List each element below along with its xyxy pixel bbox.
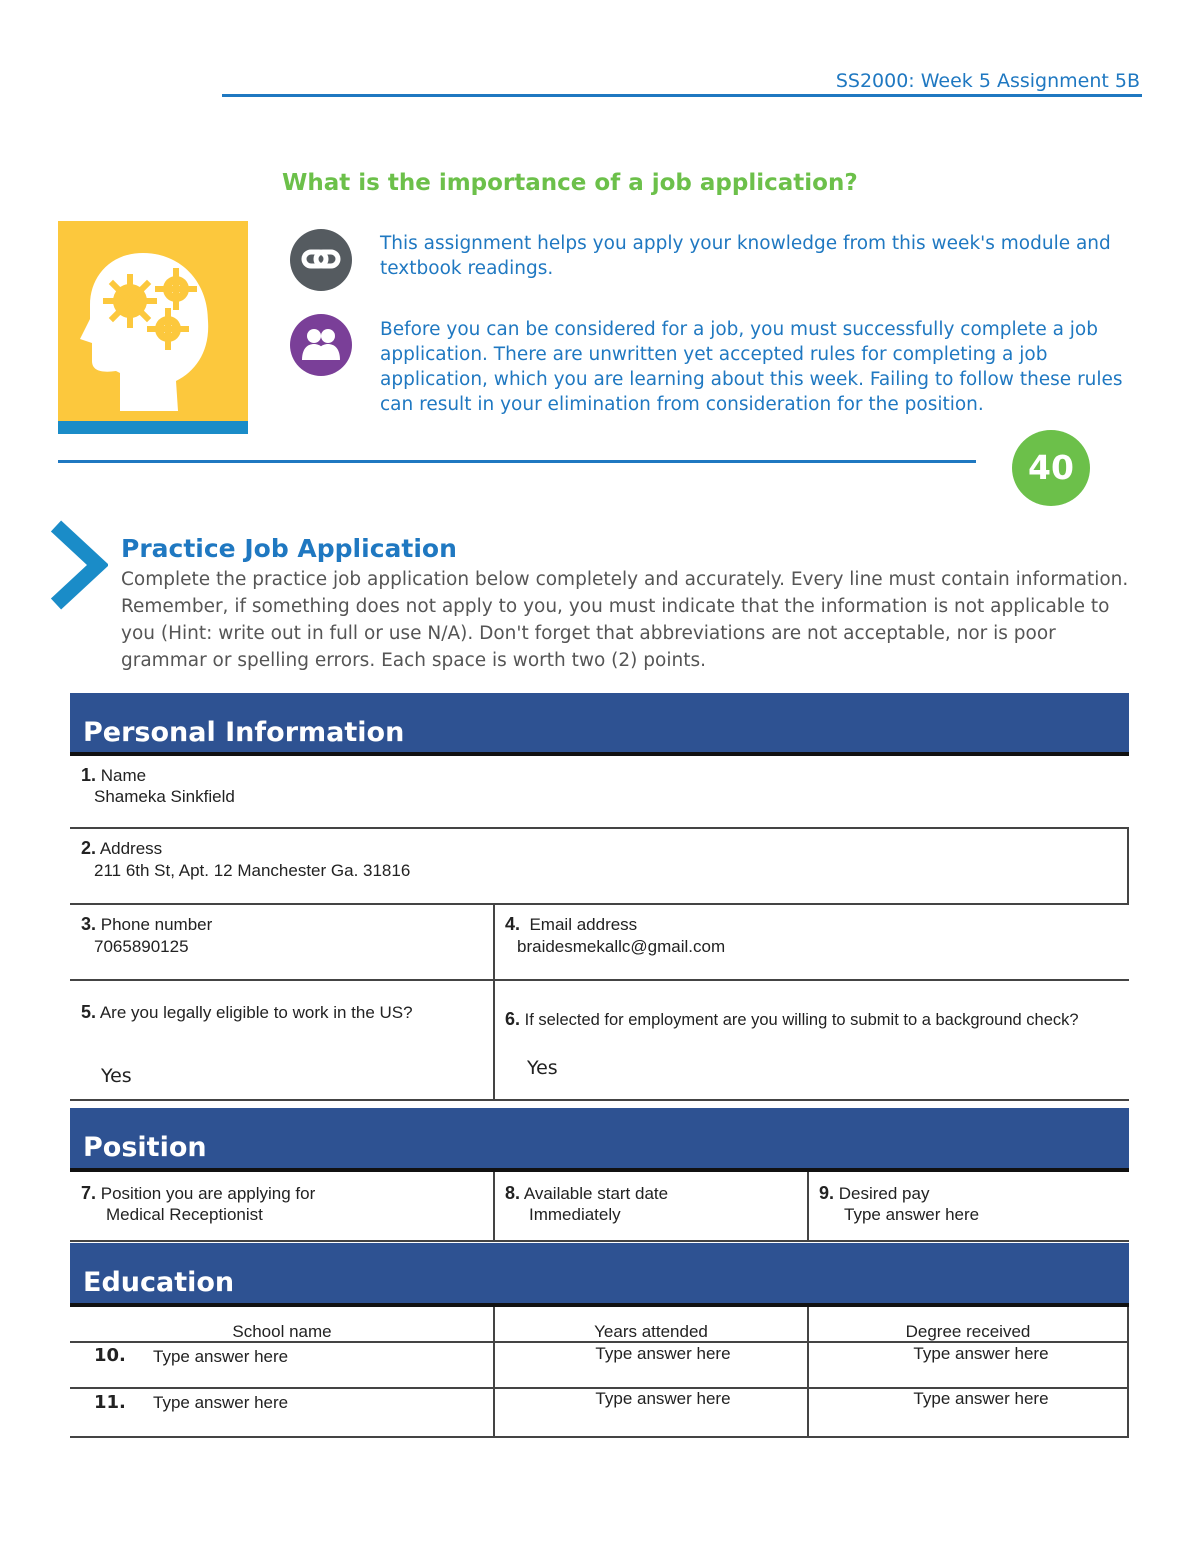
field-phone-label: 3. Phone number [81,914,213,934]
phone-input[interactable]: 7065890125 [94,937,189,956]
row-number: 10. [94,1345,126,1366]
start-date-input[interactable]: Immediately [529,1205,621,1224]
people-icon [290,314,352,376]
field-start-date-label: 8. Available start date [505,1183,669,1203]
field-email-label: 4. Email address [505,914,638,934]
column-degree-received: Degree received [905,1322,1031,1341]
email-input[interactable]: braidesmekallc@gmail.com [517,937,726,956]
education-heading: Education [70,1243,1129,1307]
intro-question: What is the importance of a job application? [282,170,858,196]
column-years-attended: Years attended [594,1322,708,1341]
years-attended-input[interactable]: Type answer here [595,1344,731,1363]
school-name-input[interactable]: Type answer here [153,1347,289,1366]
intro-paragraph-1: This assignment helps you apply your knowledge from this week's module and textbook readings. [380,233,1111,279]
personal-information-heading: Personal Information [70,693,1129,756]
link-icon [290,229,352,291]
illustration-underline [58,421,248,434]
column-school-name: School name [232,1322,332,1341]
years-attended-input[interactable]: Type answer here [595,1389,731,1408]
practice-title: Practice Job Application [121,534,457,563]
field-background-check-label: 6. If selected for employment are you willing to submit to a background check? [505,1009,1079,1029]
eligible-input[interactable]: Yes [101,1065,132,1087]
degree-received-input[interactable]: Type answer here [913,1389,1049,1408]
field-position-label: 7. Position you are applying for [81,1183,316,1203]
intro-divider [58,460,976,463]
address-input[interactable]: 211 6th St, Apt. 12 Manchester Ga. 31816 [94,861,411,880]
head-gears-icon [58,221,248,421]
thinking-head-illustration [58,221,248,421]
field-eligible-label: 5. Are you legally eligible to work in the US? [81,1002,413,1022]
school-name-input[interactable]: Type answer here [153,1393,289,1412]
background-check-input[interactable]: Yes [527,1057,558,1079]
position-heading: Position [70,1108,1129,1172]
points-badge: 40 [1012,430,1090,506]
position-input[interactable]: Medical Receptionist [106,1205,263,1224]
field-name-label: 1. Name [81,765,147,785]
field-desired-pay-label: 9. Desired pay [819,1183,930,1203]
intro-paragraph-2: Before you can be considered for a job, you must successfully complete a job application. There are unwritten yet accepted rules for completing a job application, which you are learning about this week. Failing to follow these rules can result in your elimination from consideration for the position. [380,319,1123,415]
field-address-label: 2. Address [81,838,163,858]
practice-instructions: Complete the practice job application below completely and accurately. Every line must contain information. Remember, if something does not apply to you, you must indicate that the information is not applicable to you (Hint: write out in full or use N/A). Don't forget that abbreviations are not acceptable, nor is poor grammar or spelling errors. Each space is worth two (2) points. [121,569,1129,671]
name-input[interactable]: Shameka Sinkfield [94,787,235,806]
degree-received-input[interactable]: Type answer here [913,1344,1049,1363]
chevron-right-icon [48,520,108,614]
row-number: 11. [94,1392,126,1413]
header-divider [222,94,1142,97]
desired-pay-input[interactable]: Type answer here [844,1205,980,1224]
document-header-title: SS2000: Week 5 Assignment 5B [835,70,1140,92]
